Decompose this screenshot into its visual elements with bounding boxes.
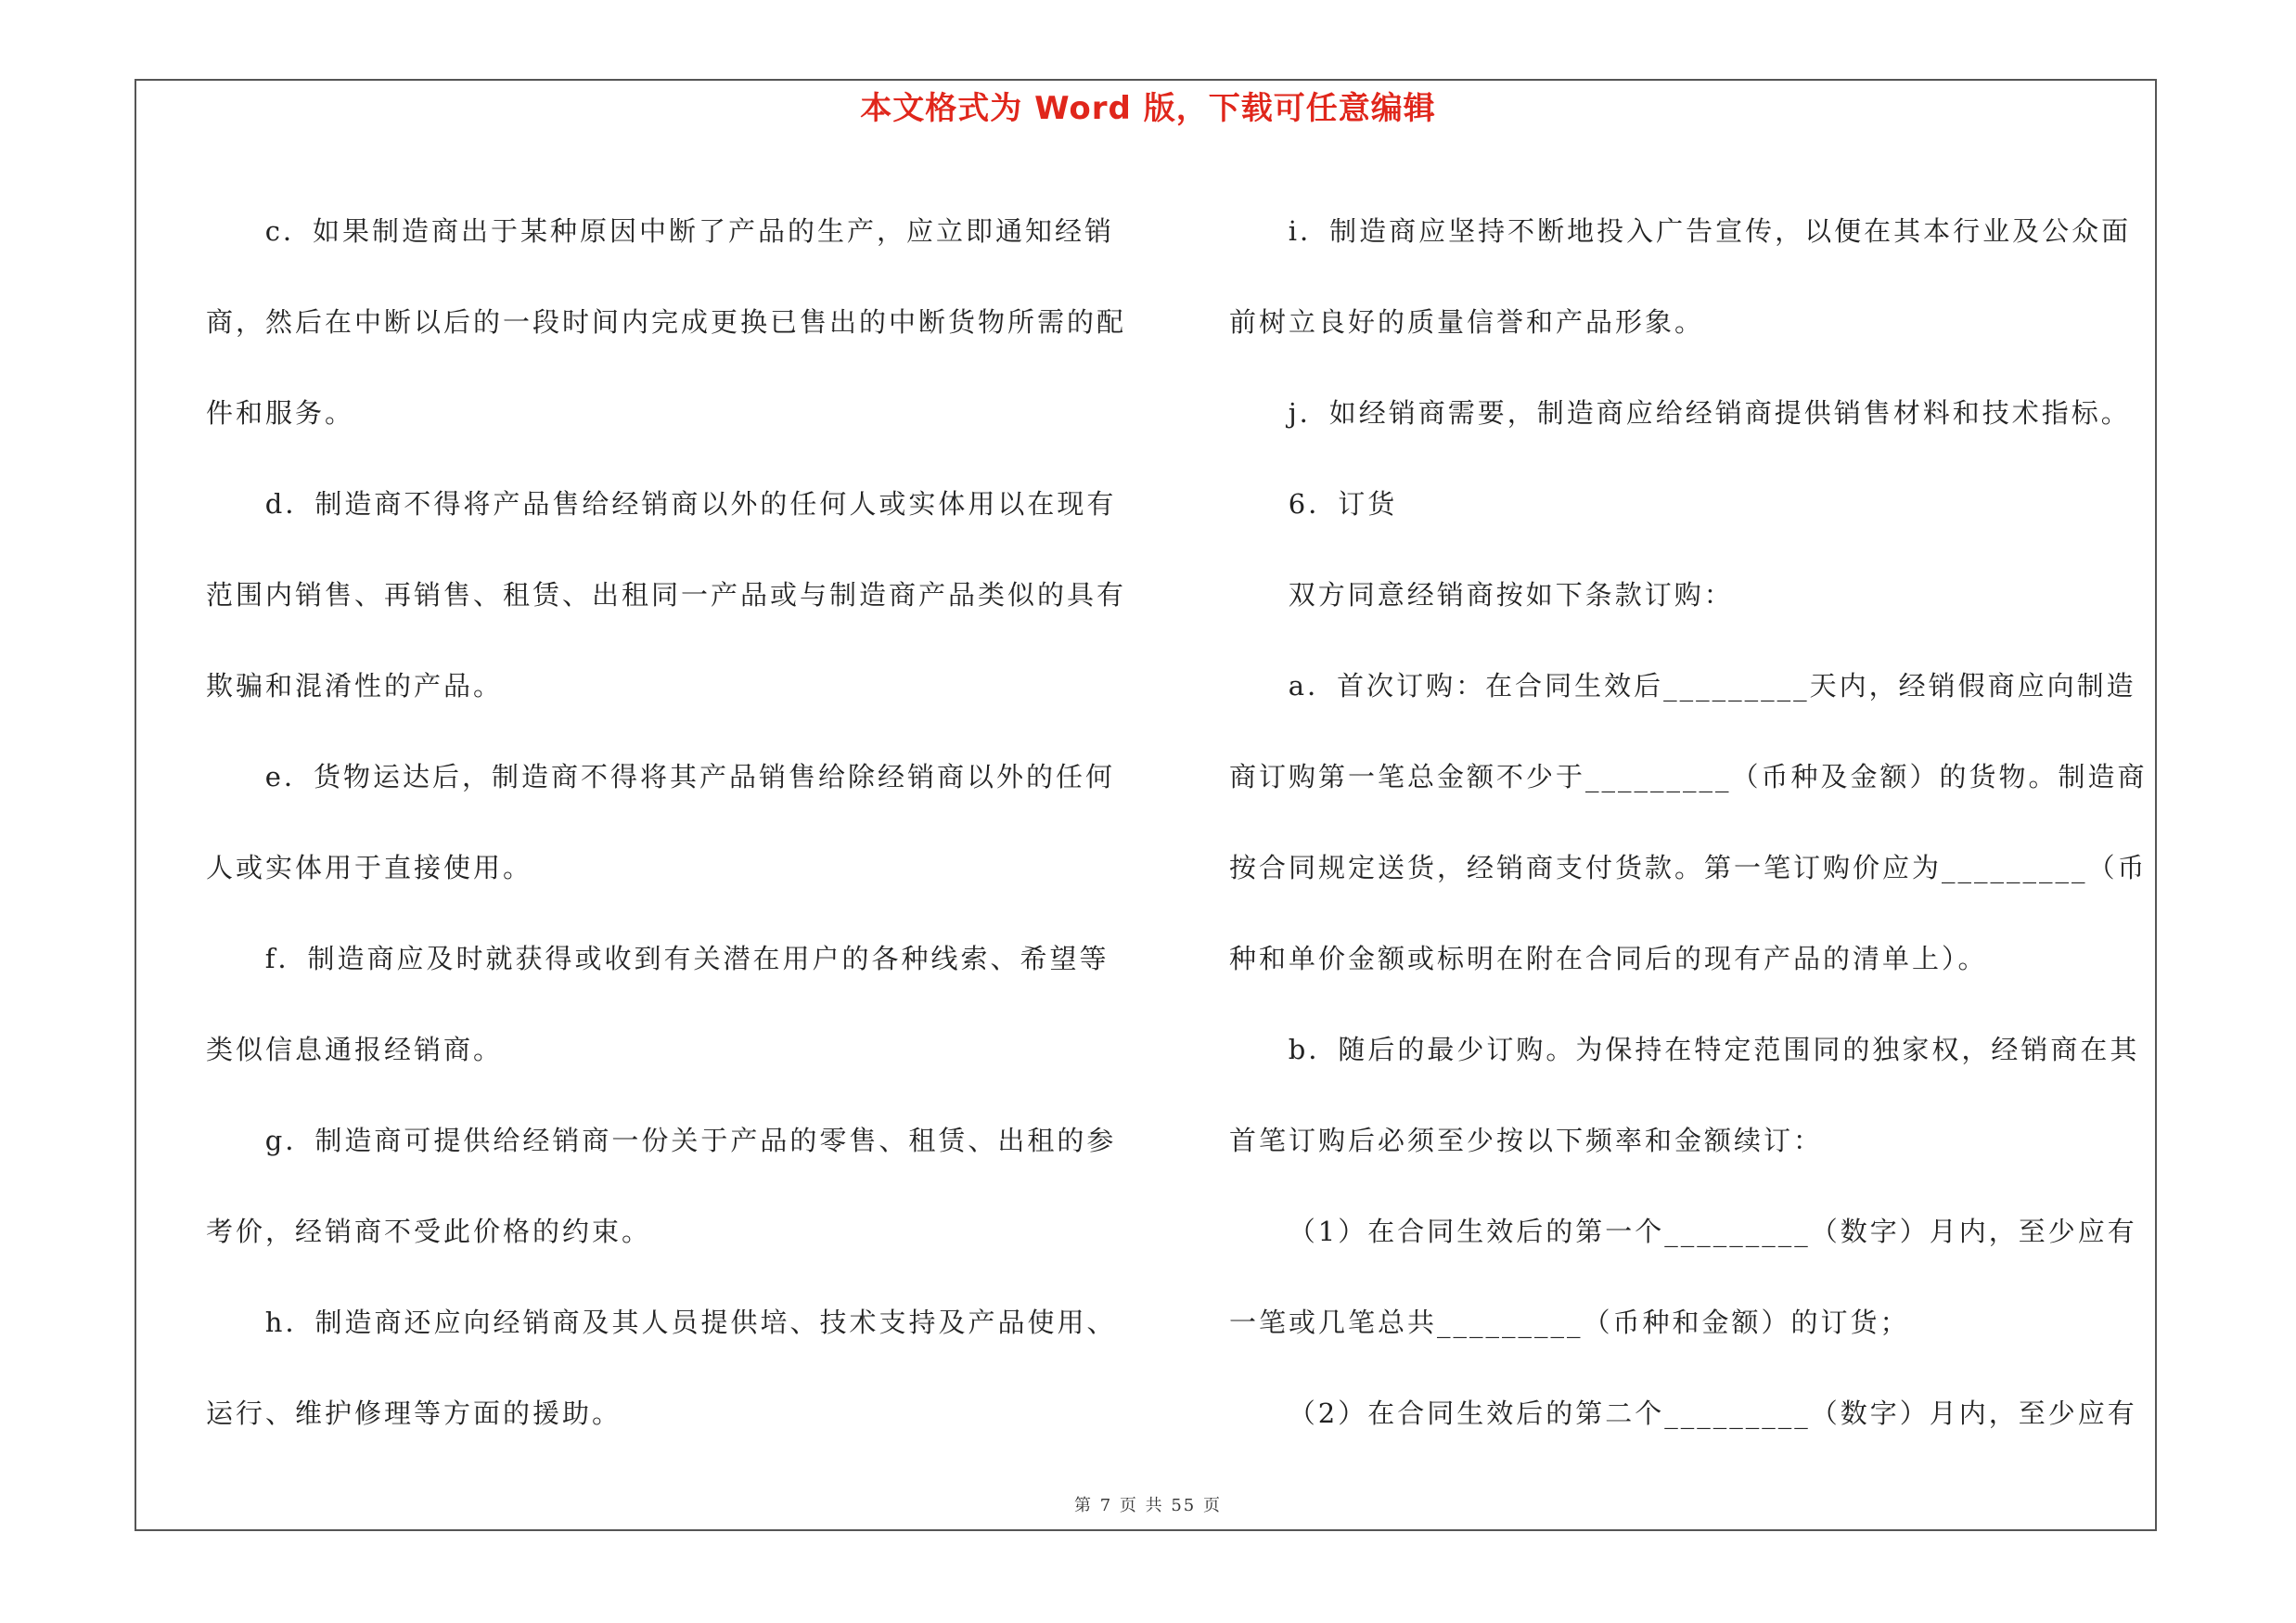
sub-clause-1: （1）在合同生效后的第一个_________（数字）月内，至少应有一笔或几笔总共_________（币种和金额）的订货； xyxy=(1229,1216,2137,1338)
banner-text: 本文格式为 Word 版，下载可任意编辑 xyxy=(860,90,1436,127)
clause-e: e．货物运达后，制造商不得将其产品销售给除经销商以外的任何人或实体用于直接使用。 xyxy=(206,761,1115,883)
clause-i: i．制造商应坚持不断地投入广告宣传，以便在其本行业及公众面前树立良好的质量信誉和产品形象。 xyxy=(1229,215,2132,338)
clause-f: f．制造商应及时就获得或收到有关潜在用户的各种线索、希望等类似信息通报经销商。 xyxy=(206,943,1110,1065)
left-text-column xyxy=(206,186,1134,1459)
clause-h: h．制造商还应向经销商及其人员提供培、技术支持及产品使用、运行、维护修理等方面的援助。 xyxy=(206,1307,1117,1429)
clause-a-first-order: a．首次订购：在合同生效后_________天内，经销假商应向制造商订购第一笔总金额不少于_________（币种及金额）的货物。制造商按合同规定送货，经销商支付货款。第一笔订购价应为_________（币种和单价金额或标明在附在合同后的现有产品的清单上）。 xyxy=(1229,670,2148,974)
clause-c: c．如果制造商出于某种原因中断了产品的生产，应立即通知经销商，然后在中断以后的一段时间内完成更换已售出的中断货物所需的配件和服务。 xyxy=(206,215,1127,429)
section-heading-ordering: 6．订货 xyxy=(1288,488,1398,520)
clause-g: g．制造商可提供给经销商一份关于产品的零售、租赁、出租的参考价，经销商不受此价格的约束。 xyxy=(206,1125,1117,1247)
page-number: 第 7 页 共 55 页 xyxy=(1074,1496,1222,1515)
clause-b-subsequent-orders: b．随后的最少订购。为保持在特定范围同的独家权，经销商在其首笔订购后必须至少按以下频率和金额续订： xyxy=(1229,1034,2140,1156)
ordering-intro: 双方同意经销商按如下条款订购： xyxy=(1288,579,1734,611)
page-number-footer xyxy=(0,1492,2296,1516)
clause-d: d．制造商不得将产品售给经销商以外的任何人或实体用以在现有范围内销售、再销售、租赁、出租同一产品或与制造商产品类似的具有欺骗和混淆性的产品。 xyxy=(206,488,1127,702)
clause-j: j．如经销商需要，制造商应给经销商提供销售材料和技术指标。 xyxy=(1288,397,2131,429)
word-format-banner xyxy=(0,86,2296,131)
right-text-column xyxy=(1229,186,2148,1459)
sub-clause-2: （2）在合同生效后的第二个_________（数字）月内，至少应有 xyxy=(1288,1398,2137,1429)
